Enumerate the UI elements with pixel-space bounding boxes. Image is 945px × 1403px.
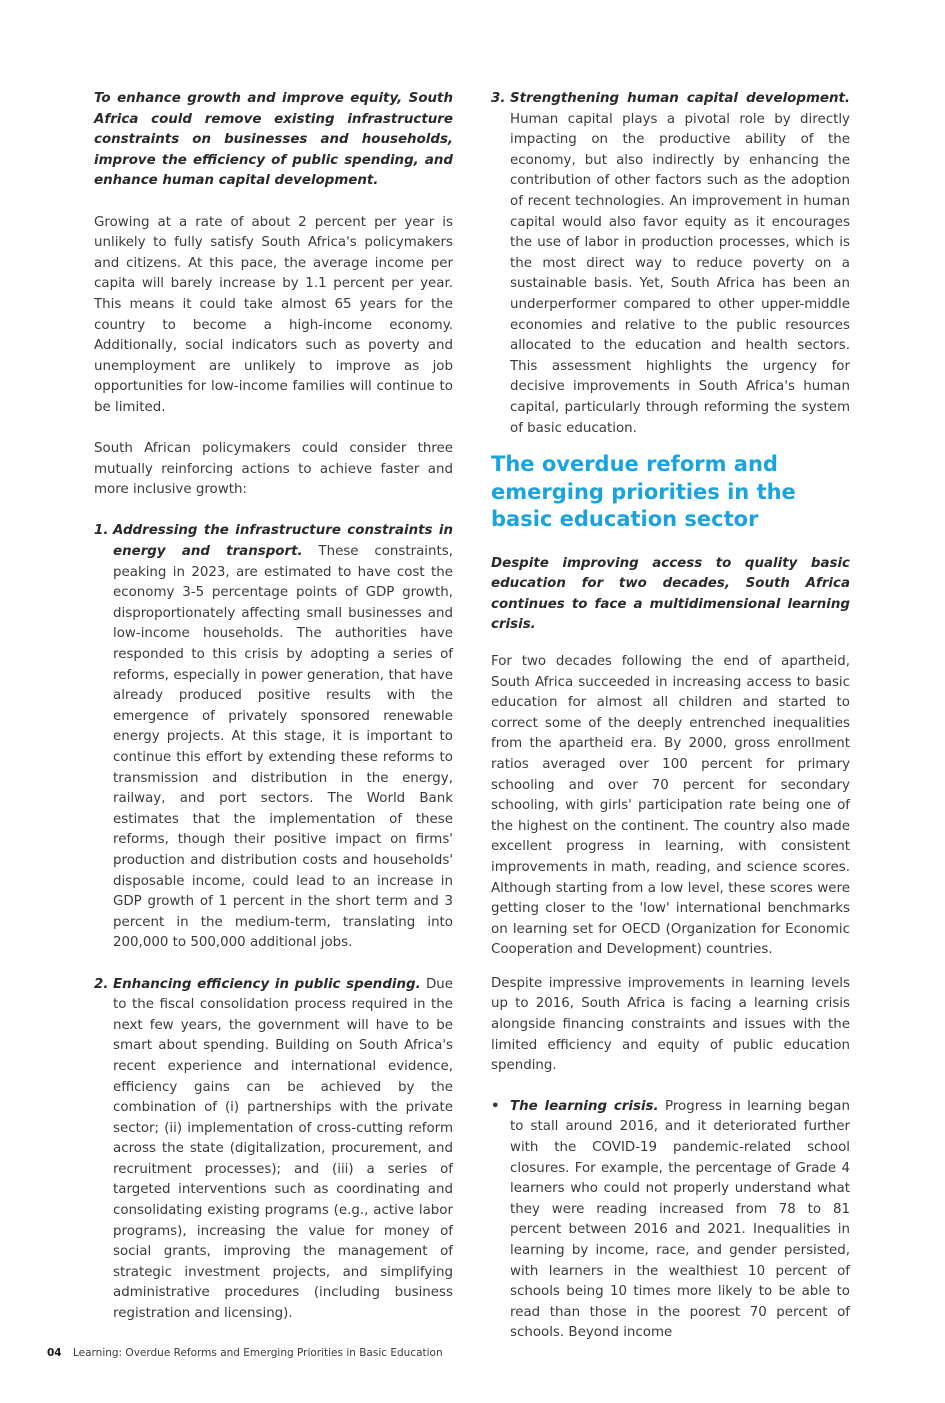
numbered-item-2 — [94, 975, 453, 1325]
item-text: Due to the fiscal consolidation process required in the next few years, the government will have to be smart about spending. Building on South Africa's recent experience and international evidence, efficiency gains can be achieved by the combination of (i) partnerships with the private sector; (ii) implementation of cross-cutting reform across the state (digitalization, procurement, and recruitment processes); and (iii) a series of targeted interventions such as coordinating and consolidating existing programs (e.g., active labor programs), increasing the value for money of social grants, improving the management of strategic investment projects, and simplifying administrative procedures (including business registration and licensing). — [113, 976, 453, 1322]
bullet-item-learning-crisis — [491, 1097, 850, 1344]
page-number: 04 — [47, 1347, 62, 1359]
lead-summary: To enhance growth and improve equity, South Africa could remove existing infrastructure constraints on businesses and households, improve the efficiency of public spending, and enhance human capital development. — [94, 91, 453, 189]
paragraph: Growing at a rate of about 2 percent per year is unlikely to fully satisfy South Africa's policymakers and citizens. At this pace, the average income per capita will barely increase by 1.1 percent per year. This means it could take almost 65 years for the country to become a high-income economy. Additionally, social indicators such as poverty and unemployment are unlikely to improve as job opportunities for low-income families will continue to be limited. — [94, 214, 453, 415]
left-column — [94, 89, 453, 1345]
item-title: Addressing the infrastructure constraints in energy and transport. — [113, 523, 453, 560]
item-text: These constraints, peaking in 2023, are estimated to have cost the economy 3-5 percentage points of GDP growth, disproportionately affecting small businesses and low-income households. The authorities have responded to this crisis by adopting a series of reforms, especially in power generation, that have already produced positive results with the emergence of privately sponsored renewable energy projects. At this stage, it is important to continue this effort by extending these reforms to transmission and distribution in the energy, railway, and port sectors. The World Bank estimates that the implementation of these reforms, though their positive impact on firms' production and distribution costs and households' disposable income, could lead to an increase in GDP growth of 1 percent in the short term and 3 percent in the medium-term, translating into 200,000 to 500,000 additional jobs. — [113, 544, 453, 951]
section-heading: The overdue reform and emerging priorities in the basic education sector — [491, 452, 796, 532]
section-lead: Despite improving access to quality basic education for two decades, South Africa continues to face a multidimensional learning crisis. — [491, 555, 850, 633]
bullet-title: The learning crisis. — [510, 1098, 659, 1114]
item-text: Human capital plays a pivotal role by directly impacting on the productive ability of the economy, but also indirectly by enhancing the contribution of other factors such as the adoption of recent technologies. An improvement in human capital would also favor equity as it encourages the use of labor in production processes, which is the most direct way to reduce poverty on a sustainable basis. Yet, South Africa has been an underperformer compared to other upper-middle economies and relative to the public resources allocated to the education and health sectors. This assessment highlights the urgency for decisive improvements in South Africa's human capital, particularly through reforming the system of basic education. — [510, 111, 850, 436]
item-number: 1. — [94, 523, 109, 539]
paragraph: South African policymakers could consider three mutually reinforcing actions to achieve faster and more inclusive growth: — [94, 441, 453, 498]
paragraph: For two decades following the end of apartheid, South Africa succeeded in increasing access to basic education for almost all children and started to correct some of the deeply entrenched inequalities from the apartheid era. By 2000, gross enrollment ratios averaged over 100 percent for primary schooling and over 70 percent for secondary schooling, with girls' participation rate being one of the highest on the continent. The country also made excellent progress in learning, with consistent improvements in math, reading, and science scores. Although starting from a low level, these scores were getting closer to the 'low' international benchmarks on learning set for OECD (Organization for Economic Cooperation and Development) countries. — [491, 653, 850, 958]
bullet-text: Progress in learning began to stall around 2016, and it deteriorated further with the COVID-19 pandemic-related school closures. For example, the percentage of Grade 4 learners who could not properly understand what they were reading increased from 78 to 81 percent between 2016 and 2021. Inequalities in learning by income, race, and gender persisted, with learners in the wealthiest 10 percent of schools being 10 times more likely to be able to read than those in the poorest 70 percent of schools. Beyond income — [510, 1098, 851, 1341]
item-number: 2. — [94, 976, 109, 992]
bullet-icon: • — [491, 1098, 500, 1114]
footer-title: Learning: Overdue Reforms and Emerging Priorities in Basic Education — [72, 1347, 443, 1359]
item-number: 3. — [491, 91, 506, 106]
item-title: Enhancing efficiency in public spending. — [113, 976, 421, 992]
page-footer — [47, 1347, 443, 1359]
numbered-item-3 — [491, 89, 850, 439]
paragraph: Despite impressive improvements in learning levels up to 2016, South Africa is facing a learning crisis alongside financing constraints and issues with the limited efficiency and equity of public education spending. — [491, 975, 850, 1074]
item-title: Strengthening human capital development. — [510, 91, 850, 106]
right-column — [491, 89, 850, 1344]
numbered-item-1 — [94, 521, 453, 953]
